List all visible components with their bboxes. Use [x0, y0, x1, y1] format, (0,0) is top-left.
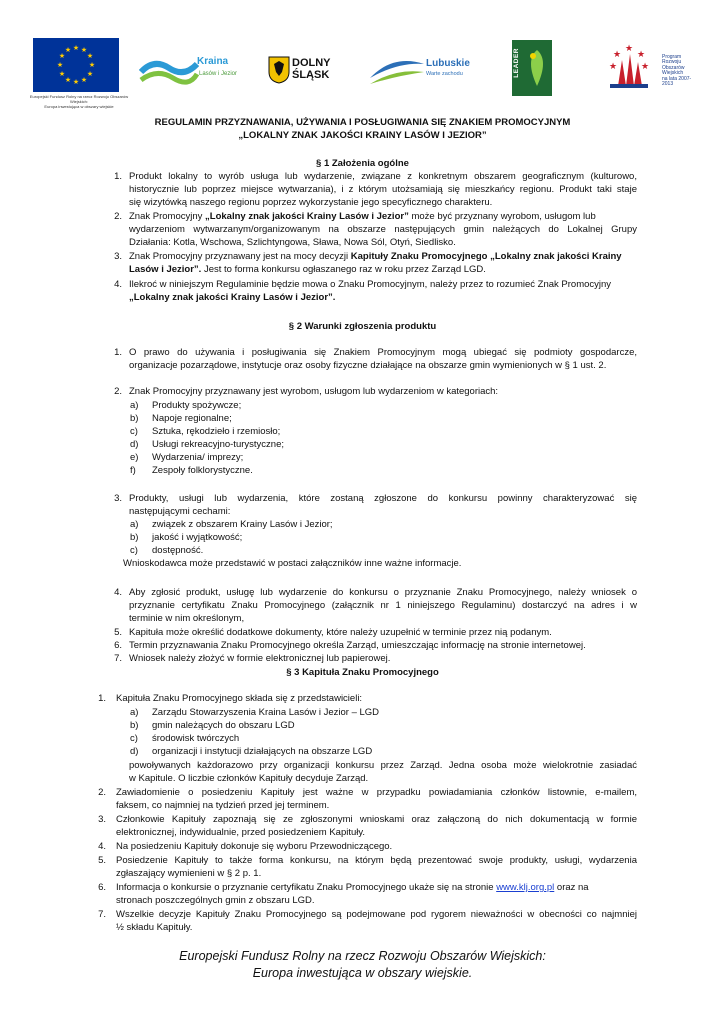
kraina-lasow-logo: [139, 52, 247, 88]
document-subtitle: „LOKALNY ZNAK JAKOŚCI KRAINY LASÓW I JEZIOR”: [238, 130, 487, 141]
s3-item5-line: zgłaszający wymienieni w § 2 p. 1.: [116, 868, 262, 879]
document-title: REGULAMIN PRZYZNAWANIA, UŻYWANIA I POSŁUGIWANIA SIĘ ZNAKIEM PROMOCYJNYM: [154, 117, 571, 128]
category-item: Napoje regionalne;: [152, 413, 232, 424]
eagle-shield-icon: [268, 56, 290, 84]
category-item: Wydarzenia/ imprezy;: [152, 452, 244, 463]
svg-text:★: ★: [86, 70, 94, 78]
s1-item4-line: „Lokalny znak jakości Krainy Lasów i Jezior”.: [129, 292, 336, 303]
chapter-name-bold: Lasów i Jezior”.: [129, 264, 202, 275]
s3-item3-line: Członkowie Kapituły zapoznają się ze zgłoszonymi wnioskami oraz załączoną do nich dokumentacją w formie: [116, 814, 637, 825]
list-number: 4.: [114, 279, 122, 290]
prow-line: Program: [662, 54, 682, 60]
s1-item1-line: się wizytówką naszego regionu poprzez wykorzystanie jego specyficznego charakteru.: [129, 197, 493, 208]
list-letter: c): [130, 426, 138, 437]
feature-item: jakość i wyjątkowość;: [152, 532, 243, 543]
section-3-heading: § 3 Kapituła Znaku Promocyjnego: [286, 667, 439, 678]
prow-emblem-icon: [600, 40, 658, 92]
member-item: środowisk twórczych: [152, 733, 240, 744]
s2-item5-line: Kapituła może określić dodatkowe dokumenty, które należy uzupełnić w terminie przez nią podanym.: [129, 627, 552, 638]
svg-text:★: ★: [636, 50, 646, 60]
list-number: 1.: [114, 171, 122, 182]
text-span: Jest to forma konkursu ogłaszanego raz w roku przez Zarząd LGD.: [201, 264, 486, 275]
s1-item1-line: Produkt lokalny to wyrób usługa lub wydarzenie, związane z konkretnym obszarem geograficznym (kulturowo,: [129, 171, 637, 182]
s3-item3-line: elektronicznej, indywidualnie, przed posiedzeniem Kapituły.: [116, 827, 366, 838]
svg-text:★: ★: [58, 52, 66, 60]
lubuskie-subtitle: Warte zachodu: [426, 71, 463, 77]
member-item: gmin należących do obszaru LGD: [152, 720, 295, 731]
svg-text:★: ★: [640, 62, 650, 72]
lubuskie-logo: [368, 54, 484, 90]
list-letter: e): [130, 452, 139, 463]
list-number: 2.: [98, 787, 106, 798]
s1-item1-line: historycznie lub poprzez miejsce wytwarzania), i z którym utożsamiają się mieszkańcy regionu. Produkt taki staje: [129, 184, 637, 195]
website-link[interactable]: www.klj.org.pl: [496, 882, 555, 893]
s2-item3-line: następującymi cechami:: [129, 506, 231, 517]
s2-item6-line: Termin przyznawania Znaku Promocyjnego określa Zarząd, umieszczając informację na stronie internetowej.: [129, 640, 586, 651]
slask-line: ŚLĄSK: [292, 69, 330, 81]
s2-item2-line: Znak Promocyjny przyznawany jest wyrobom, usługom lub wydarzeniom w kategoriach:: [129, 386, 499, 397]
s3-item4-line: Na posiedzeniu Kapituły dokonuje się wyboru Przewodniczącego.: [116, 841, 393, 852]
list-number: 4.: [98, 841, 106, 852]
footer-line: Europejski Fundusz Rolny na rzecz Rozwoju Obszarów Wiejskich:: [179, 949, 546, 963]
prow-line: Rozwoju: [662, 59, 682, 66]
s1-item3-line: [129, 251, 622, 263]
category-item: Sztuka, rękodzieło i rzemiosło;: [152, 426, 281, 437]
s2-item7-line: Wniosek należy złożyć w formie elektronicznej lub papierowej.: [129, 653, 391, 664]
list-number: 2.: [114, 211, 122, 222]
s3-item2-line: Zawiadomienie o posiedzeniu Kapituły jest ważne w przypadku powiadamiania członków listownie, e-mailem,: [116, 787, 637, 798]
list-number: 2.: [114, 386, 122, 397]
s3-item1-line: Kapituła Znaku Promocyjnego składa się z przedstawicieli:: [116, 693, 363, 704]
text-span: Znak Promocyjny przyznawany jest na mocy decyzji: [129, 251, 351, 262]
list-number: 5.: [98, 855, 106, 866]
category-item: Usługi rekreacyjno-turystyczne;: [152, 439, 284, 450]
eu-flag-logo: [33, 38, 119, 92]
svg-text:★: ★: [72, 78, 80, 86]
chapter-name-bold: Kapituły Znaku Promocyjnego „Lokalny znak jakości Krainy: [350, 251, 622, 262]
prow-line: Wiejskich: [662, 70, 684, 77]
s2-item3-line: Produkty, usługi lub wydarzenia, które zostaną zgłoszone do konkursu powinny charakteryzować się: [129, 493, 637, 504]
list-letter: a): [130, 519, 139, 530]
eu-caption: [27, 94, 131, 109]
footer-line: Europa inwestująca w obszary wiejskie.: [252, 966, 473, 980]
list-letter: b): [130, 413, 139, 424]
list-letter: a): [130, 400, 139, 411]
s3-item6-line: [116, 882, 589, 894]
s3-item5-line: Posiedzenie Kapituły to także forma konkursu, na którym będą prezentować swoje produkty, usługi, wydarzenia: [116, 855, 637, 866]
list-number: 4.: [114, 587, 122, 598]
section-2-heading: § 2 Warunki zgłoszenia produktu: [288, 321, 437, 332]
svg-text:★: ★: [80, 76, 88, 84]
kraina-subtitle: Lasów i Jezior: [199, 71, 238, 77]
feature-item: dostępność.: [152, 545, 204, 556]
s3-item1-line: w Kapitule. O liczbie członków Kapituły decyduje Zarząd.: [129, 773, 369, 784]
s2-item4-line: terminie w nim określonym,: [129, 613, 245, 624]
prow-line: Obszarów: [662, 64, 685, 71]
text-span: oraz na: [554, 882, 589, 893]
svg-text:★: ★: [56, 61, 64, 69]
s3-item6-line: stronach poszczególnych gmin z obszaru LGD.: [116, 895, 315, 906]
list-number: 5.: [114, 627, 122, 638]
s2-item1-line: O prawo do używania i posługiwania się Znakiem Promocyjnym mogą ubiegać się podmioty gospodarcze,: [129, 347, 637, 358]
dolny-slask-text: [292, 57, 331, 81]
svg-text:★: ★: [612, 50, 622, 60]
list-number: 3.: [98, 814, 106, 825]
s2-item4-line: Aby zgłosić produkt, usługę lub wydarzenie do konkursu o przyznanie Znaku Promocyjnego, należy wniosek o: [129, 587, 637, 598]
svg-text:★: ★: [88, 61, 96, 69]
feature-item: związek z obszarem Krainy Lasów i Jezior;: [152, 519, 333, 530]
s1-item2-line: Działania: Kotla, Wschowa, Szlichtyngowa, Sława, Nowa Sól, Otyń, Siedlisko.: [129, 237, 456, 248]
list-number: 3.: [114, 493, 122, 504]
svg-text:★: ★: [58, 70, 66, 78]
text-span: Znak Promocyjny: [129, 211, 206, 222]
svg-text:★: ★: [64, 46, 72, 54]
list-letter: c): [130, 733, 138, 744]
lubuskie-title: Lubuskie: [426, 58, 470, 69]
prow-text: [662, 55, 700, 87]
list-letter: b): [130, 532, 139, 543]
s1-item2-line: [129, 211, 637, 223]
list-number: 6.: [98, 882, 106, 893]
text-span: Informacja o konkursie o przyznanie certyfikatu Znaku Promocyjnego ukaże się na stronie: [116, 882, 497, 893]
eu-caption-line: Europa inwestująca w obszary wiejskie: [44, 104, 114, 109]
member-item: Zarządu Stowarzyszenia Kraina Lasów i Jezior – LGD: [152, 707, 380, 718]
s3-item1-line: powoływanych każdorazowo przy organizacji konkursu przez Zarząd. Jedna osoba może wielokrotnie zasiadać: [129, 760, 637, 771]
footer: [0, 948, 725, 982]
list-number: 7.: [114, 653, 122, 664]
kraina-wave-icon: [139, 52, 199, 88]
list-number: 3.: [114, 251, 122, 262]
leader-logo: [512, 40, 552, 96]
s3-item7-line: ½ składu Kapituły.: [116, 922, 193, 933]
svg-text:★: ★: [608, 62, 618, 72]
section-1-heading: § 1 Założenia ogólne: [316, 158, 409, 169]
kraina-title: Kraina: [197, 56, 229, 67]
list-number: 1.: [98, 693, 106, 704]
s3-item7-line: Wszelkie decyzje Kapituły Znaku Promocyjnego są podejmowane pod rygorem nieważności w obecności co najmniej: [116, 909, 637, 920]
svg-text:★: ★: [72, 44, 80, 52]
list-letter: f): [130, 465, 136, 476]
prow-logo: [600, 40, 700, 94]
eu-stars-icon: [33, 38, 119, 92]
list-number: 7.: [98, 909, 106, 920]
list-letter: d): [130, 439, 139, 450]
prow-line: na lata 2007-2013: [662, 75, 692, 88]
text-span: może być przyznany wyrobom, usługom lub: [408, 211, 596, 222]
list-letter: b): [130, 720, 139, 731]
svg-text:★: ★: [64, 76, 72, 84]
s3-item2-line: faksem, co najmniej na tydzień przed jej terminem.: [116, 800, 330, 811]
list-number: 1.: [114, 347, 122, 358]
category-item: Zespoły folklorystyczne.: [152, 465, 253, 476]
list-number: 6.: [114, 640, 122, 651]
applicant-note: Wnioskodawca może przedstawić w postaci załączników inne ważne informacje.: [123, 558, 462, 569]
list-letter: a): [130, 707, 139, 718]
svg-text:★: ★: [80, 46, 88, 54]
list-letter: d): [130, 746, 139, 757]
lubuskie-swoosh-icon: [368, 54, 426, 90]
s1-item2-line: wydarzeniom wytwarzanym/organizowanym na obszarze następujących gmin należących do Lokalnej Grupy: [129, 224, 637, 235]
svg-text:★: ★: [624, 44, 634, 54]
svg-text:★: ★: [86, 52, 94, 60]
s1-item3-line: [129, 264, 486, 276]
leader-leaf-icon: [523, 46, 551, 90]
header-logos: [0, 0, 725, 110]
s1-item4-line: Ilekroć w niniejszym Regulaminie będzie mowa o Znaku Promocyjnym, należy przez to rozumieć Znak Promocyjny: [129, 279, 612, 290]
leader-text: LEADER: [513, 48, 520, 78]
member-item: organizacji i instytucji działających na obszarze LGD: [152, 746, 373, 757]
s2-item1-line: organizacje pozarządowe, instytucje oraz osoby fizyczne działające na obszarze gmin wymienionych w § 1 ust. 2.: [129, 360, 607, 371]
dolny-line: DOLNY: [292, 57, 331, 69]
category-item: Produkty spożywcze;: [152, 400, 242, 411]
list-letter: c): [130, 545, 138, 556]
eu-caption-line: Europejski Fundusz Rolny na rzecz Rozwoju Obszarów Wiejskich:: [29, 94, 129, 104]
sign-name-bold: „Lokalny znak jakości Krainy Lasów i Jezior”: [205, 211, 409, 222]
s2-item4-line: przyznanie certyfikatu Znaku Promocyjnego (załącznik nr 1 niniejszego Regulaminu) dostarczyć na adres i w: [129, 600, 637, 611]
dolny-slask-logo: [268, 56, 340, 86]
